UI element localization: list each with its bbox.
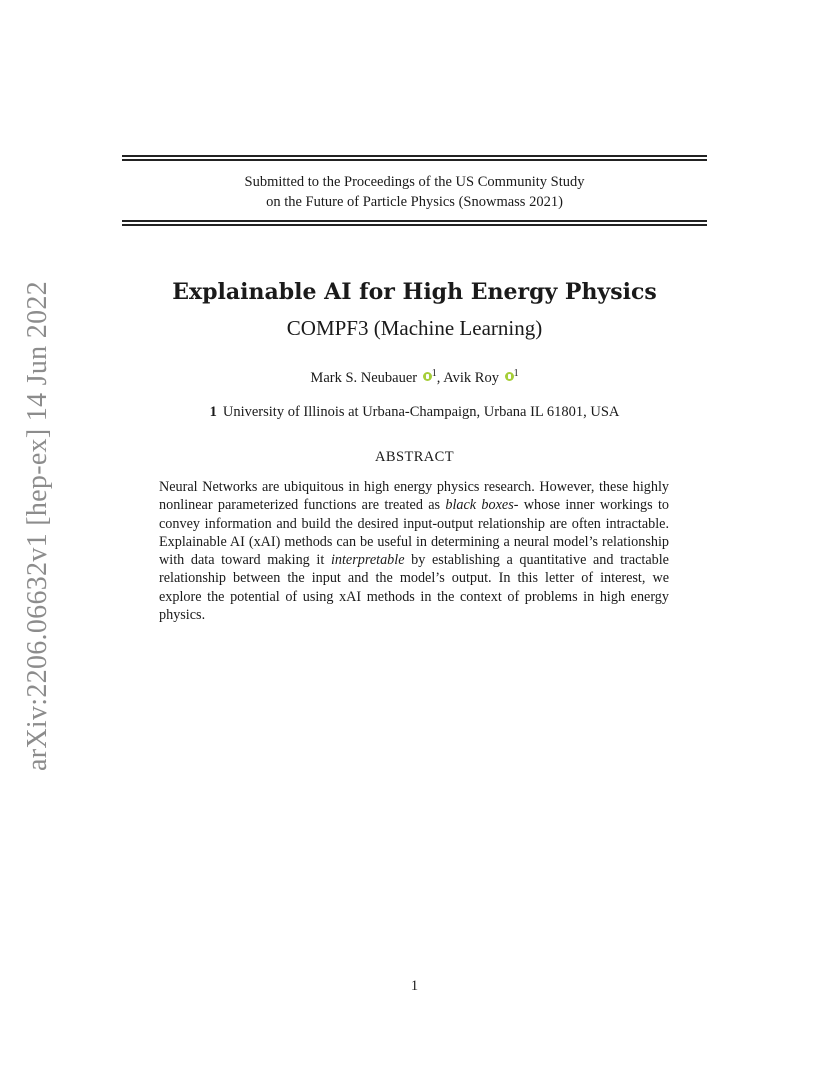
abstract-emphasis-2: interpretable	[330, 552, 405, 569]
orcid-icon[interactable]	[505, 372, 514, 381]
affiliation-text: University of Illinois at Urbana-Champaign, Urbana IL 61801, USA	[222, 404, 620, 420]
abstract-emphasis-1: black boxes	[445, 497, 514, 514]
arxiv-stamp: arXiv:2206.06632v1 [hep-ex] 14 Jun 2022	[22, 281, 53, 771]
author-name[interactable]: Avik Roy	[443, 369, 499, 386]
abstract-body	[159, 478, 669, 624]
submission-note-line-1: Submitted to the Proceedings of the US Community Study	[244, 174, 585, 190]
submission-note-line-2: on the Future of Particle Physics (Snowmass 2021)	[266, 194, 563, 210]
header-top-rule	[122, 155, 707, 157]
paper-subtitle: COMPF3 (Machine Learning)	[286, 316, 543, 340]
header-bottom-rule-2	[122, 224, 707, 226]
abstract-text-1: Neural Networks are ubiquitous in high energy physics research. However, these highly nonlinear parameterized functions are treated as	[159, 479, 669, 514]
abstract-heading: ABSTRACT	[375, 449, 454, 465]
affiliation-number: 1	[209, 404, 217, 420]
author-separator: ,	[436, 369, 444, 386]
author-affil-mark: 1	[431, 368, 437, 379]
author-name[interactable]: Mark S. Neubauer	[310, 369, 418, 386]
submission-note	[122, 172, 707, 212]
author-affil-mark: 1	[513, 368, 519, 379]
header-bottom-rule	[122, 220, 707, 222]
orcid-icon[interactable]	[423, 372, 432, 381]
page-number: 1	[410, 978, 419, 994]
paper-title: Explainable AI for High Energy Physics	[172, 279, 657, 305]
author-list	[122, 368, 707, 387]
affiliation	[122, 404, 707, 421]
abstract-text-3: by establishing a quantitative and tractable relationship between the input and the model’s output. In this letter of interest, we explore the potential of using xAI methods in the context of problems in high energy physics.	[159, 552, 669, 624]
abstract-text-2: - whose inner workings to convey information and build the desired input-output relationship are often intractable. Explainable AI (xAI) methods can be useful in determining a neural model’s relationship with data toward making it	[159, 497, 669, 569]
header-top-rule-2	[122, 159, 707, 161]
